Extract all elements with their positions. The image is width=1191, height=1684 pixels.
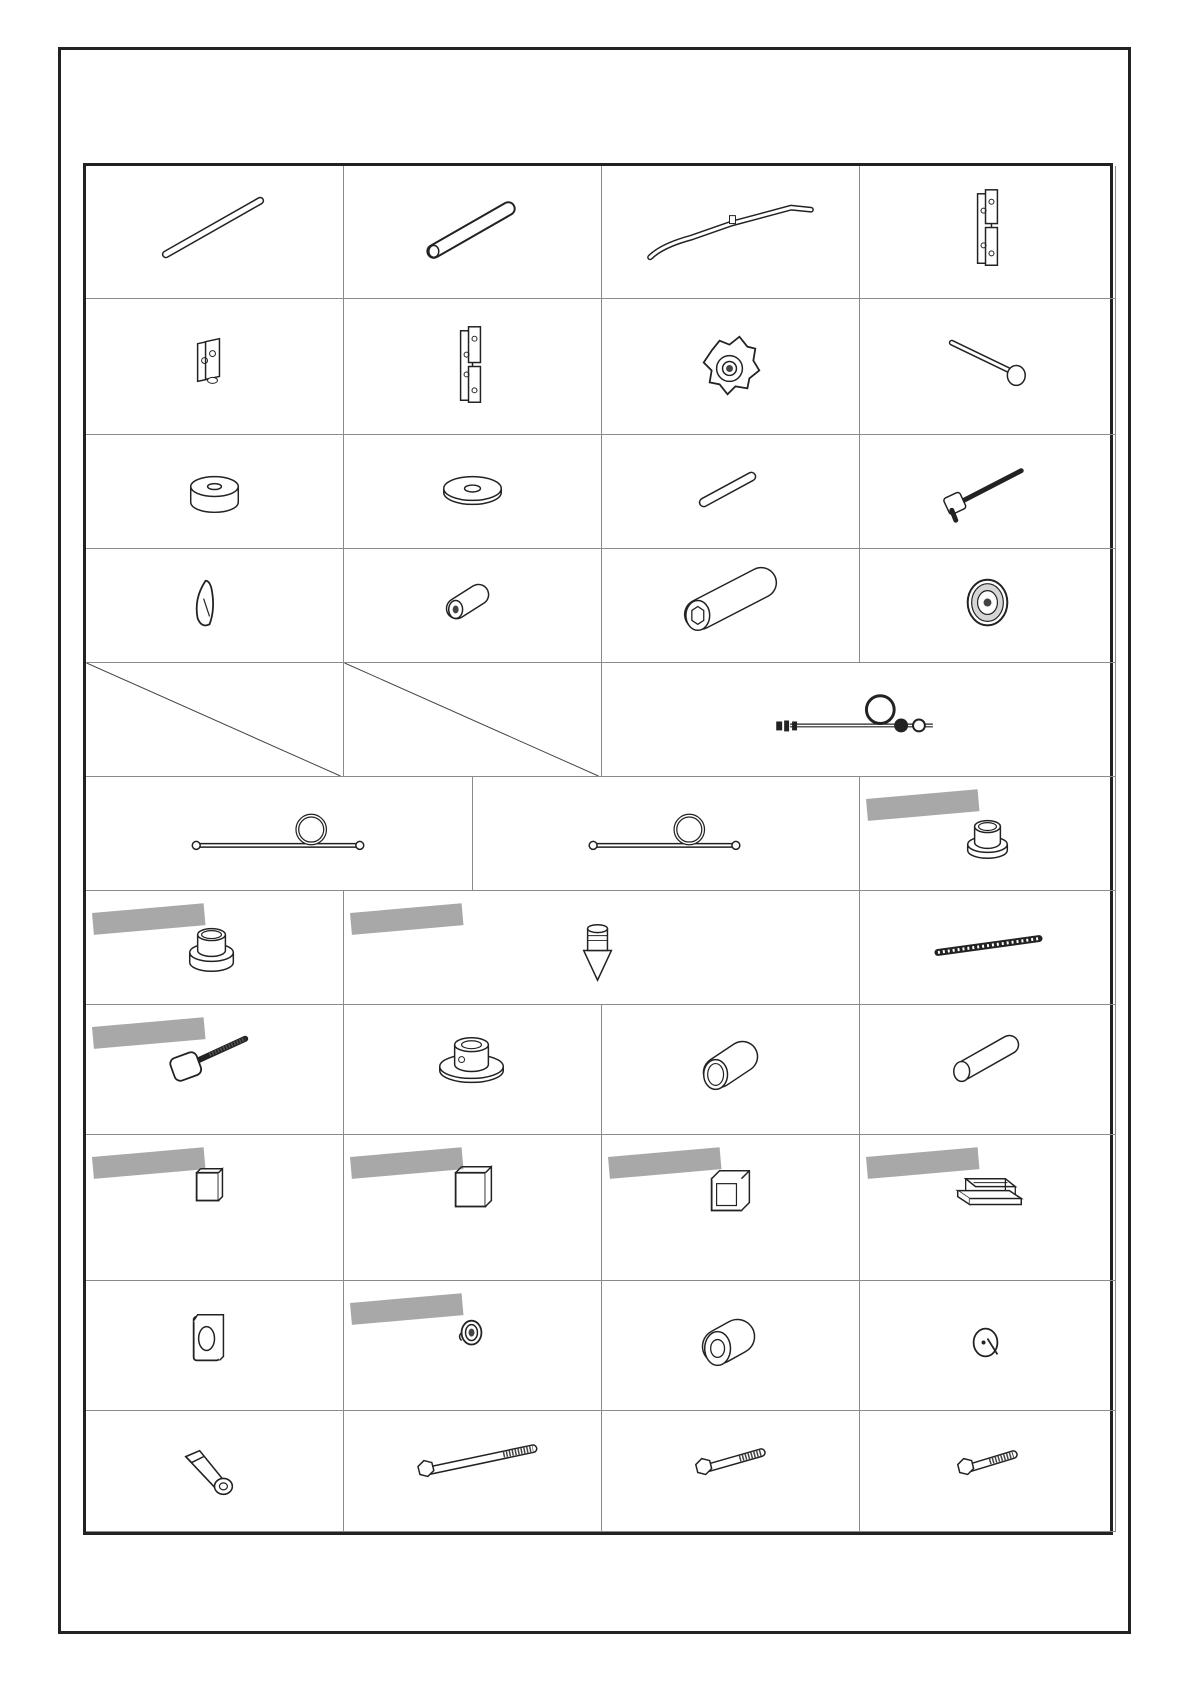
square-insert-icon [602, 1135, 859, 1280]
part-cell [344, 1005, 602, 1135]
angle-hook-icon [86, 1411, 343, 1531]
large-end-cap-icon [344, 1135, 601, 1280]
part-cell [860, 1135, 1116, 1281]
part-cell [860, 299, 1116, 435]
part-cell [344, 299, 602, 435]
tube-cap-icon [860, 1005, 1115, 1134]
part-cell [344, 549, 602, 663]
square-plate-icon [86, 1281, 343, 1410]
part-cell [86, 1411, 344, 1532]
part-cell [602, 166, 860, 299]
part-cell [86, 166, 344, 299]
parts-grid [83, 163, 1113, 1535]
part-cell [86, 891, 344, 1005]
part-cell [860, 777, 1116, 891]
part-cell [344, 891, 860, 1005]
star-knob-icon [602, 299, 859, 434]
straight-rod-icon [86, 166, 343, 298]
short-sleeve-icon [344, 549, 601, 662]
long-bolt-icon [344, 1411, 601, 1531]
pulley-icon [860, 549, 1115, 662]
part-cell [860, 549, 1116, 663]
cone-nut-icon [344, 891, 859, 1004]
snap-hook-icon [86, 549, 343, 662]
part-cell [602, 663, 1116, 777]
part-cell [602, 435, 860, 549]
flange-bushing-icon [860, 777, 1115, 890]
double-bracket-icon [860, 166, 1115, 298]
thick-bushing-icon [602, 1281, 859, 1410]
part-cell [344, 1135, 602, 1281]
part-cell [860, 1005, 1116, 1135]
spring-cable-icon [602, 663, 1115, 776]
part-cell [86, 299, 344, 435]
part-cell [86, 777, 473, 891]
part-cell [344, 1281, 602, 1411]
part-cell [473, 777, 860, 891]
slide-pad-icon [860, 1135, 1115, 1280]
part-cell [602, 549, 860, 663]
part-cell [86, 1135, 344, 1281]
grommet-icon [344, 1281, 601, 1410]
part-cell [602, 299, 860, 435]
long-sleeve-icon [602, 549, 859, 662]
spring-cable-icon [86, 777, 472, 890]
curved-bar-icon [602, 166, 859, 298]
part-cell [344, 166, 602, 299]
empty-cell-icon [86, 663, 343, 776]
spring-cable-icon [473, 777, 859, 890]
part-cell [602, 1281, 860, 1411]
part-cell [860, 891, 1116, 1005]
empty-cell [344, 663, 602, 777]
part-cell [602, 1411, 860, 1532]
disc-clip-icon [860, 1281, 1115, 1410]
part-cell [860, 166, 1116, 299]
l-handle-bolt-icon [860, 435, 1115, 548]
part-cell [860, 435, 1116, 549]
bushing-icon [602, 1005, 859, 1134]
washer-icon [344, 435, 601, 548]
part-cell [860, 1281, 1116, 1411]
small-bracket-icon [86, 299, 343, 434]
part-cell [86, 549, 344, 663]
chain-icon [860, 891, 1115, 1004]
part-cell [86, 1281, 344, 1411]
flange-bushing-icon [86, 891, 343, 1004]
part-cell [344, 1411, 602, 1532]
collar-icon [344, 1005, 601, 1134]
pop-pin-icon [860, 299, 1115, 434]
part-cell [344, 435, 602, 549]
empty-cell [86, 663, 344, 777]
thick-spacer-icon [86, 435, 343, 548]
tube-icon [344, 166, 601, 298]
pin-icon [602, 435, 859, 548]
short-bolt-icon [860, 1411, 1115, 1531]
empty-cell-icon [344, 663, 601, 776]
part-cell [86, 435, 344, 549]
small-end-cap-icon [86, 1135, 343, 1280]
part-cell [602, 1135, 860, 1281]
long-bracket-icon [344, 299, 601, 434]
part-cell [602, 1005, 860, 1135]
part-cell [86, 1005, 344, 1135]
medium-bolt-icon [602, 1411, 859, 1531]
part-cell [860, 1411, 1116, 1532]
threaded-knob-icon [86, 1005, 343, 1134]
